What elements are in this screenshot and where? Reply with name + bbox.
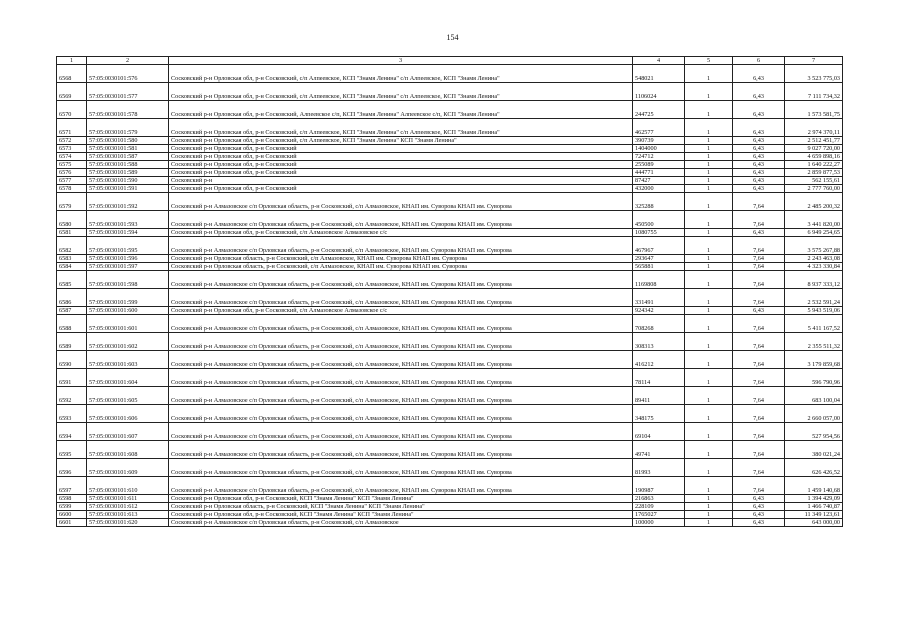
header-cell-6: 6 <box>733 57 785 65</box>
table-row <box>57 477 843 495</box>
address-cell: Сосковский р-н Орловская обл, р-н Сосковский, с/п Алмазовское Алмазовское с/с <box>169 307 633 315</box>
area-cell: 467967 <box>633 237 685 255</box>
table-row <box>57 441 843 459</box>
cadastral-number-cell: 57:05:0030101:594 <box>87 229 169 237</box>
table-row <box>57 315 843 333</box>
address-cell: Сосковский р-н Алмазовское с/п Орловская область, р-н Сосковский, с/п Алмазовское <box>169 519 633 527</box>
table-row <box>57 153 843 161</box>
area-cell: 190987 <box>633 477 685 495</box>
row-number-cell: 6592 <box>57 387 87 405</box>
cadastral-value-cell: 4 659 898,16 <box>785 153 843 161</box>
table-row <box>57 161 843 169</box>
address-cell: Сосковский р-н Алмазовское с/п Орловская область, р-н Сосковский, с/п Алмазовское, КНАП им. Суворова КНАП им. Суворова <box>169 387 633 405</box>
cadastral-value-cell: 11 349 123,61 <box>785 511 843 519</box>
area-cell: 255089 <box>633 161 685 169</box>
rate-cell: 6,43 <box>733 169 785 177</box>
cadastral-value-cell: 2 355 511,32 <box>785 333 843 351</box>
row-number-cell: 6589 <box>57 333 87 351</box>
header-cell-3: 3 <box>169 57 633 65</box>
cadastral-value-cell: 5 943 519,06 <box>785 307 843 315</box>
table-row <box>57 423 843 441</box>
table-row <box>57 405 843 423</box>
row-number-cell: 6587 <box>57 307 87 315</box>
table-row <box>57 369 843 387</box>
rate-cell: 7,64 <box>733 271 785 289</box>
table-row <box>57 459 843 477</box>
table-row <box>57 333 843 351</box>
address-cell: Сосковский р-н Алмазовское с/п Орловская область, р-н Сосковский, с/п Алмазовское, КНАП им. Суворова КНАП им. Суворова <box>169 315 633 333</box>
cadastral-value-cell: 7 111 734,32 <box>785 83 843 101</box>
area-cell: 1765027 <box>633 511 685 519</box>
rate-cell: 7,64 <box>733 477 785 495</box>
address-cell: Сосковский р-н Алмазовское с/п Орловская область, р-н Сосковский, с/п Алмазовское, КНАП им. Суворова КНАП им. Суворова <box>169 351 633 369</box>
cadastral-number-cell: 57:05:0030101:591 <box>87 185 169 193</box>
count-cell: 1 <box>685 145 733 153</box>
cadastral-number-cell: 57:05:0030101:587 <box>87 153 169 161</box>
count-cell: 1 <box>685 351 733 369</box>
row-number-cell: 6588 <box>57 315 87 333</box>
cadastral-value-cell: 2 859 877,53 <box>785 169 843 177</box>
address-cell: Сосковский р-н Алмазовское с/п Орловская область, р-н Сосковский, с/п Алмазовское, КНАП им. Суворова КНАП им. Суворова <box>169 193 633 211</box>
cadastral-value-cell: 3 523 775,03 <box>785 65 843 83</box>
area-cell: 348175 <box>633 405 685 423</box>
cadastral-value-cell: 3 179 859,68 <box>785 351 843 369</box>
cadastral-value-cell: 4 323 330,84 <box>785 263 843 271</box>
cadastral-number-cell: 57:05:0030101:599 <box>87 289 169 307</box>
cadastral-value-cell: 2 485 200,32 <box>785 193 843 211</box>
rate-cell: 6,43 <box>733 495 785 503</box>
address-cell: Сосковский р-н Орловская обл, р-н Сосковский <box>169 153 633 161</box>
address-cell: Сосковский р-н <box>169 177 633 185</box>
row-number-cell: 6594 <box>57 423 87 441</box>
count-cell: 1 <box>685 211 733 229</box>
cadastral-value-cell: 2 777 760,00 <box>785 185 843 193</box>
table-row <box>57 511 843 519</box>
rate-cell: 7,64 <box>733 387 785 405</box>
table-row <box>57 271 843 289</box>
area-cell: 308313 <box>633 333 685 351</box>
cadastral-number-cell: 57:05:0030101:601 <box>87 315 169 333</box>
count-cell: 1 <box>685 119 733 137</box>
area-cell: 78114 <box>633 369 685 387</box>
rate-cell: 6,43 <box>733 177 785 185</box>
address-cell: Сосковский р-н Орловская обл, р-н Сосковский, с/п Алпеевское, КСП "Знамя Ленина" с/п Алпеевское, КСП "Знамя Ленина" <box>169 65 633 83</box>
cadastral-value-cell: 596 790,96 <box>785 369 843 387</box>
table-row <box>57 519 843 527</box>
cadastral-value-cell: 6 949 254,65 <box>785 229 843 237</box>
rate-cell: 6,43 <box>733 229 785 237</box>
count-cell: 1 <box>685 161 733 169</box>
count-cell: 1 <box>685 137 733 145</box>
address-cell: Сосковский р-н Орловская область, р-н Сосковский, с/п Алмазовское, КНАП им. Суворова КНАП им. Суворова <box>169 255 633 263</box>
table-header-row <box>57 57 843 65</box>
area-cell: 69104 <box>633 423 685 441</box>
cadastral-value-cell: 1 573 581,75 <box>785 101 843 119</box>
area-cell: 81993 <box>633 459 685 477</box>
row-number-cell: 6572 <box>57 137 87 145</box>
count-cell: 1 <box>685 511 733 519</box>
area-cell: 293647 <box>633 255 685 263</box>
address-cell: Сосковский р-н Орловская обл, р-н Сосковский, Алпеевское с/п, КСП "Знамя Ленина" Алпеевское с/п, КСП "Знамя Ленина" <box>169 101 633 119</box>
cadastral-value-cell: 3 441 820,00 <box>785 211 843 229</box>
row-number-cell: 6578 <box>57 185 87 193</box>
rate-cell: 6,43 <box>733 137 785 145</box>
cadastral-number-cell: 57:05:0030101:611 <box>87 495 169 503</box>
cadastral-number-cell: 57:05:0030101:600 <box>87 307 169 315</box>
count-cell: 1 <box>685 495 733 503</box>
count-cell: 1 <box>685 459 733 477</box>
address-cell: Сосковский р-н Алмазовское с/п Орловская область, р-н Сосковский, с/п Алмазовское, КНАП им. Суворова КНАП им. Суворова <box>169 459 633 477</box>
rate-cell: 6,43 <box>733 65 785 83</box>
cadastral-number-cell: 57:05:0030101:588 <box>87 161 169 169</box>
row-number-cell: 6586 <box>57 289 87 307</box>
rate-cell: 7,64 <box>733 423 785 441</box>
rate-cell: 7,64 <box>733 237 785 255</box>
count-cell: 1 <box>685 193 733 211</box>
address-cell: Сосковский р-н Орловская обл, р-н Сосковский, с/п Алпеевское, КСП "Знамя Ленина" с/п Алпеевское, КСП "Знамя Ленина" <box>169 119 633 137</box>
cadastral-value-cell: 380 021,24 <box>785 441 843 459</box>
address-cell: Сосковский р-н Орловская обл, р-н Сосковский <box>169 161 633 169</box>
cadastral-number-cell: 57:05:0030101:606 <box>87 405 169 423</box>
count-cell: 1 <box>685 101 733 119</box>
rate-cell: 7,64 <box>733 441 785 459</box>
address-cell: Сосковский р-н Алмазовское с/п Орловская область, р-н Сосковский, с/п Алмазовское, КНАП им. Суворова КНАП им. Суворова <box>169 211 633 229</box>
area-cell: 87427 <box>633 177 685 185</box>
address-cell: Сосковский р-н Орловская обл, р-н Сосковский <box>169 145 633 153</box>
row-number-cell: 6580 <box>57 211 87 229</box>
count-cell: 1 <box>685 177 733 185</box>
count-cell: 1 <box>685 83 733 101</box>
row-number-cell: 6597 <box>57 477 87 495</box>
address-cell: Сосковский р-н Алмазовское с/п Орловская область, р-н Сосковский, с/п Алмазовское, КНАП им. Суворова КНАП им. Суворова <box>169 405 633 423</box>
area-cell: 1106024 <box>633 83 685 101</box>
count-cell: 1 <box>685 369 733 387</box>
count-cell: 1 <box>685 307 733 315</box>
address-cell: Сосковский р-н Орловская обл, р-н Сосковский, с/п Алмазовское Алмазовское с/с <box>169 229 633 237</box>
row-number-cell: 6576 <box>57 169 87 177</box>
count-cell: 1 <box>685 423 733 441</box>
cadastral-value-cell: 527 954,56 <box>785 423 843 441</box>
register-table <box>56 56 843 527</box>
cadastral-number-cell: 57:05:0030101:620 <box>87 519 169 527</box>
table-row <box>57 495 843 503</box>
cadastral-number-cell: 57:05:0030101:602 <box>87 333 169 351</box>
row-number-cell: 6584 <box>57 263 87 271</box>
rate-cell: 6,43 <box>733 161 785 169</box>
area-cell: 100000 <box>633 519 685 527</box>
address-cell: Сосковский р-н Алмазовское с/п Орловская область, р-н Сосковский, с/п Алмазовское, КНАП им. Суворова КНАП им. Суворова <box>169 441 633 459</box>
area-cell: 462577 <box>633 119 685 137</box>
rate-cell: 7,64 <box>733 315 785 333</box>
area-cell: 216863 <box>633 495 685 503</box>
address-cell: Сосковский р-н Алмазовское с/п Орловская область, р-н Сосковский, с/п Алмазовское, КНАП им. Суворова КНАП им. Суворова <box>169 477 633 495</box>
table-row <box>57 387 843 405</box>
cadastral-number-cell: 57:05:0030101:580 <box>87 137 169 145</box>
address-cell: Сосковский р-н Алмазовское с/п Орловская область, р-н Сосковский, с/п Алмазовское, КНАП им. Суворова КНАП им. Суворова <box>169 369 633 387</box>
count-cell: 1 <box>685 477 733 495</box>
table-row <box>57 145 843 153</box>
cadastral-value-cell: 2 660 057,00 <box>785 405 843 423</box>
table-row <box>57 211 843 229</box>
row-number-cell: 6599 <box>57 503 87 511</box>
cadastral-value-cell: 562 155,61 <box>785 177 843 185</box>
row-number-cell: 6575 <box>57 161 87 169</box>
rate-cell: 7,64 <box>733 289 785 307</box>
area-cell: 390739 <box>633 137 685 145</box>
row-number-cell: 6596 <box>57 459 87 477</box>
area-cell: 1169808 <box>633 271 685 289</box>
row-number-cell: 6601 <box>57 519 87 527</box>
cadastral-number-cell: 57:05:0030101:579 <box>87 119 169 137</box>
cadastral-number-cell: 57:05:0030101:605 <box>87 387 169 405</box>
rate-cell: 6,43 <box>733 145 785 153</box>
address-cell: Сосковский р-н Алмазовское с/п Орловская область, р-н Сосковский, с/п Алмазовское, КНАП им. Суворова КНАП им. Суворова <box>169 333 633 351</box>
address-cell: Сосковский р-н Орловская обл, р-н Сосковский, с/п Алпеевское, КСП "Знамя Ленина" КСП "Знамя Ленина" <box>169 137 633 145</box>
area-cell: 548021 <box>633 65 685 83</box>
area-cell: 924342 <box>633 307 685 315</box>
cadastral-number-cell: 57:05:0030101:595 <box>87 237 169 255</box>
rate-cell: 6,43 <box>733 153 785 161</box>
table-row <box>57 65 843 83</box>
rate-cell: 7,64 <box>733 369 785 387</box>
count-cell: 1 <box>685 519 733 527</box>
rate-cell: 7,64 <box>733 333 785 351</box>
rate-cell: 7,64 <box>733 263 785 271</box>
area-cell: 228109 <box>633 503 685 511</box>
row-number-cell: 6583 <box>57 255 87 263</box>
table-row <box>57 169 843 177</box>
cadastral-number-cell: 57:05:0030101:603 <box>87 351 169 369</box>
area-cell: 1404000 <box>633 145 685 153</box>
table-row <box>57 177 843 185</box>
row-number-cell: 6579 <box>57 193 87 211</box>
table-row <box>57 137 843 145</box>
count-cell: 1 <box>685 333 733 351</box>
area-cell: 444771 <box>633 169 685 177</box>
area-cell: 244725 <box>633 101 685 119</box>
rate-cell: 7,64 <box>733 193 785 211</box>
table-row <box>57 255 843 263</box>
address-cell: Сосковский р-н Алмазовское с/п Орловская область, р-н Сосковский, с/п Алмазовское, КНАП им. Суворова КНАП им. Суворова <box>169 289 633 307</box>
address-cell: Сосковский р-н Орловская область, р-н Сосковский, с/п Алмазовское, КНАП им. Суворова КНАП им. Суворова <box>169 263 633 271</box>
cadastral-value-cell: 2 974 370,11 <box>785 119 843 137</box>
address-cell: Сосковский р-н Алмазовское с/п Орловская область, р-н Сосковский, с/п Алмазовское, КНАП им. Суворова КНАП им. Суворова <box>169 237 633 255</box>
header-cell-2: 2 <box>87 57 169 65</box>
cadastral-number-cell: 57:05:0030101:576 <box>87 65 169 83</box>
row-number-cell: 6568 <box>57 65 87 83</box>
row-number-cell: 6593 <box>57 405 87 423</box>
rate-cell: 6,43 <box>733 503 785 511</box>
count-cell: 1 <box>685 237 733 255</box>
cadastral-number-cell: 57:05:0030101:597 <box>87 263 169 271</box>
area-cell: 89411 <box>633 387 685 405</box>
address-cell: Сосковский р-н Орловская обл, р-н Сосковский, КСП "Знамя Ленина" КСП "Знамя Ленина" <box>169 511 633 519</box>
cadastral-number-cell: 57:05:0030101:593 <box>87 211 169 229</box>
rate-cell: 7,64 <box>733 459 785 477</box>
area-cell: 450500 <box>633 211 685 229</box>
cadastral-value-cell: 683 100,04 <box>785 387 843 405</box>
cadastral-number-cell: 57:05:0030101:578 <box>87 101 169 119</box>
cadastral-value-cell: 5 411 167,52 <box>785 315 843 333</box>
count-cell: 1 <box>685 315 733 333</box>
cadastral-number-cell: 57:05:0030101:589 <box>87 169 169 177</box>
count-cell: 1 <box>685 153 733 161</box>
count-cell: 1 <box>685 405 733 423</box>
count-cell: 1 <box>685 503 733 511</box>
cadastral-number-cell: 57:05:0030101:592 <box>87 193 169 211</box>
area-cell: 331491 <box>633 289 685 307</box>
rate-cell: 6,43 <box>733 119 785 137</box>
table-row <box>57 193 843 211</box>
area-cell: 724712 <box>633 153 685 161</box>
header-cell-5: 5 <box>685 57 733 65</box>
count-cell: 1 <box>685 441 733 459</box>
area-cell: 565881 <box>633 263 685 271</box>
address-cell: Сосковский р-н Орловская обл, р-н Сосковский <box>169 169 633 177</box>
row-number-cell: 6582 <box>57 237 87 255</box>
cadastral-value-cell: 1 459 140,68 <box>785 477 843 495</box>
rate-cell: 6,43 <box>733 83 785 101</box>
cadastral-number-cell: 57:05:0030101:607 <box>87 423 169 441</box>
rate-cell: 6,43 <box>733 307 785 315</box>
row-number-cell: 6577 <box>57 177 87 185</box>
count-cell: 1 <box>685 229 733 237</box>
cadastral-number-cell: 57:05:0030101:608 <box>87 441 169 459</box>
rate-cell: 7,64 <box>733 211 785 229</box>
cadastral-number-cell: 57:05:0030101:596 <box>87 255 169 263</box>
table-row <box>57 229 843 237</box>
table-row <box>57 101 843 119</box>
rate-cell: 6,43 <box>733 185 785 193</box>
table-row <box>57 83 843 101</box>
cadastral-value-cell: 2 512 451,77 <box>785 137 843 145</box>
row-number-cell: 6591 <box>57 369 87 387</box>
rate-cell: 7,64 <box>733 255 785 263</box>
address-cell: Сосковский р-н Орловская обл, р-н Сосковский, КСП "Знамя Ленина" КСП "Знамя Ленина" <box>169 495 633 503</box>
row-number-cell: 6590 <box>57 351 87 369</box>
table-row <box>57 503 843 511</box>
table-row <box>57 289 843 307</box>
cadastral-value-cell: 1 640 222,27 <box>785 161 843 169</box>
rate-cell: 6,43 <box>733 101 785 119</box>
cadastral-value-cell: 9 027 720,00 <box>785 145 843 153</box>
cadastral-number-cell: 57:05:0030101:581 <box>87 145 169 153</box>
page-number: 154 <box>446 33 459 42</box>
cadastral-number-cell: 57:05:0030101:610 <box>87 477 169 495</box>
count-cell: 1 <box>685 65 733 83</box>
rate-cell: 7,64 <box>733 351 785 369</box>
area-cell: 1080755 <box>633 229 685 237</box>
cadastral-number-cell: 57:05:0030101:613 <box>87 511 169 519</box>
table-row <box>57 351 843 369</box>
cadastral-number-cell: 57:05:0030101:604 <box>87 369 169 387</box>
table-row <box>57 185 843 193</box>
rate-cell: 7,64 <box>733 405 785 423</box>
cadastral-value-cell: 3 575 267,88 <box>785 237 843 255</box>
count-cell: 1 <box>685 185 733 193</box>
header-cell-4: 4 <box>633 57 685 65</box>
count-cell: 1 <box>685 169 733 177</box>
cadastral-number-cell: 57:05:0030101:598 <box>87 271 169 289</box>
area-cell: 49741 <box>633 441 685 459</box>
address-cell: Сосковский р-н Алмазовское с/п Орловская область, р-н Сосковский, с/п Алмазовское, КНАП им. Суворова КНАП им. Суворова <box>169 423 633 441</box>
cadastral-value-cell: 643 000,00 <box>785 519 843 527</box>
table-row <box>57 263 843 271</box>
header-cell-1: 1 <box>57 57 87 65</box>
count-cell: 1 <box>685 271 733 289</box>
table-row <box>57 119 843 137</box>
area-cell: 708268 <box>633 315 685 333</box>
rate-cell: 6,43 <box>733 511 785 519</box>
table-row <box>57 237 843 255</box>
cadastral-number-cell: 57:05:0030101:612 <box>87 503 169 511</box>
row-number-cell: 6573 <box>57 145 87 153</box>
area-cell: 416212 <box>633 351 685 369</box>
row-number-cell: 6574 <box>57 153 87 161</box>
address-cell: Сосковский р-н Алмазовское с/п Орловская область, р-н Сосковский, с/п Алмазовское, КНАП им. Суворова КНАП им. Суворова <box>169 271 633 289</box>
row-number-cell: 6595 <box>57 441 87 459</box>
cadastral-value-cell: 1 394 429,09 <box>785 495 843 503</box>
row-number-cell: 6570 <box>57 101 87 119</box>
cadastral-value-cell: 1 466 740,87 <box>785 503 843 511</box>
row-number-cell: 6585 <box>57 271 87 289</box>
cadastral-number-cell: 57:05:0030101:590 <box>87 177 169 185</box>
count-cell: 1 <box>685 263 733 271</box>
count-cell: 1 <box>685 255 733 263</box>
rate-cell: 6,43 <box>733 519 785 527</box>
area-cell: 325288 <box>633 193 685 211</box>
cadastral-number-cell: 57:05:0030101:577 <box>87 83 169 101</box>
area-cell: 432000 <box>633 185 685 193</box>
header-cell-7: 7 <box>785 57 843 65</box>
cadastral-number-cell: 57:05:0030101:609 <box>87 459 169 477</box>
cadastral-value-cell: 2 532 591,24 <box>785 289 843 307</box>
address-cell: Сосковский р-н Орловская область, р-н Сосковский, КСП "Знамя Ленина" КСП "Знамя Ленина" <box>169 503 633 511</box>
address-cell: Сосковский р-н Орловская обл, р-н Сосковский, с/п Алпеевское, КСП "Знамя Ленина" с/п Алпеевское, КСП "Знамя Ленина" <box>169 83 633 101</box>
cadastral-value-cell: 2 243 463,08 <box>785 255 843 263</box>
count-cell: 1 <box>685 289 733 307</box>
row-number-cell: 6571 <box>57 119 87 137</box>
address-cell: Сосковский р-н Орловская обл, р-н Сосковский <box>169 185 633 193</box>
row-number-cell: 6569 <box>57 83 87 101</box>
cadastral-value-cell: 8 937 333,12 <box>785 271 843 289</box>
count-cell: 1 <box>685 387 733 405</box>
row-number-cell: 6581 <box>57 229 87 237</box>
row-number-cell: 6598 <box>57 495 87 503</box>
table-row <box>57 307 843 315</box>
row-number-cell: 6600 <box>57 511 87 519</box>
cadastral-value-cell: 626 426,52 <box>785 459 843 477</box>
